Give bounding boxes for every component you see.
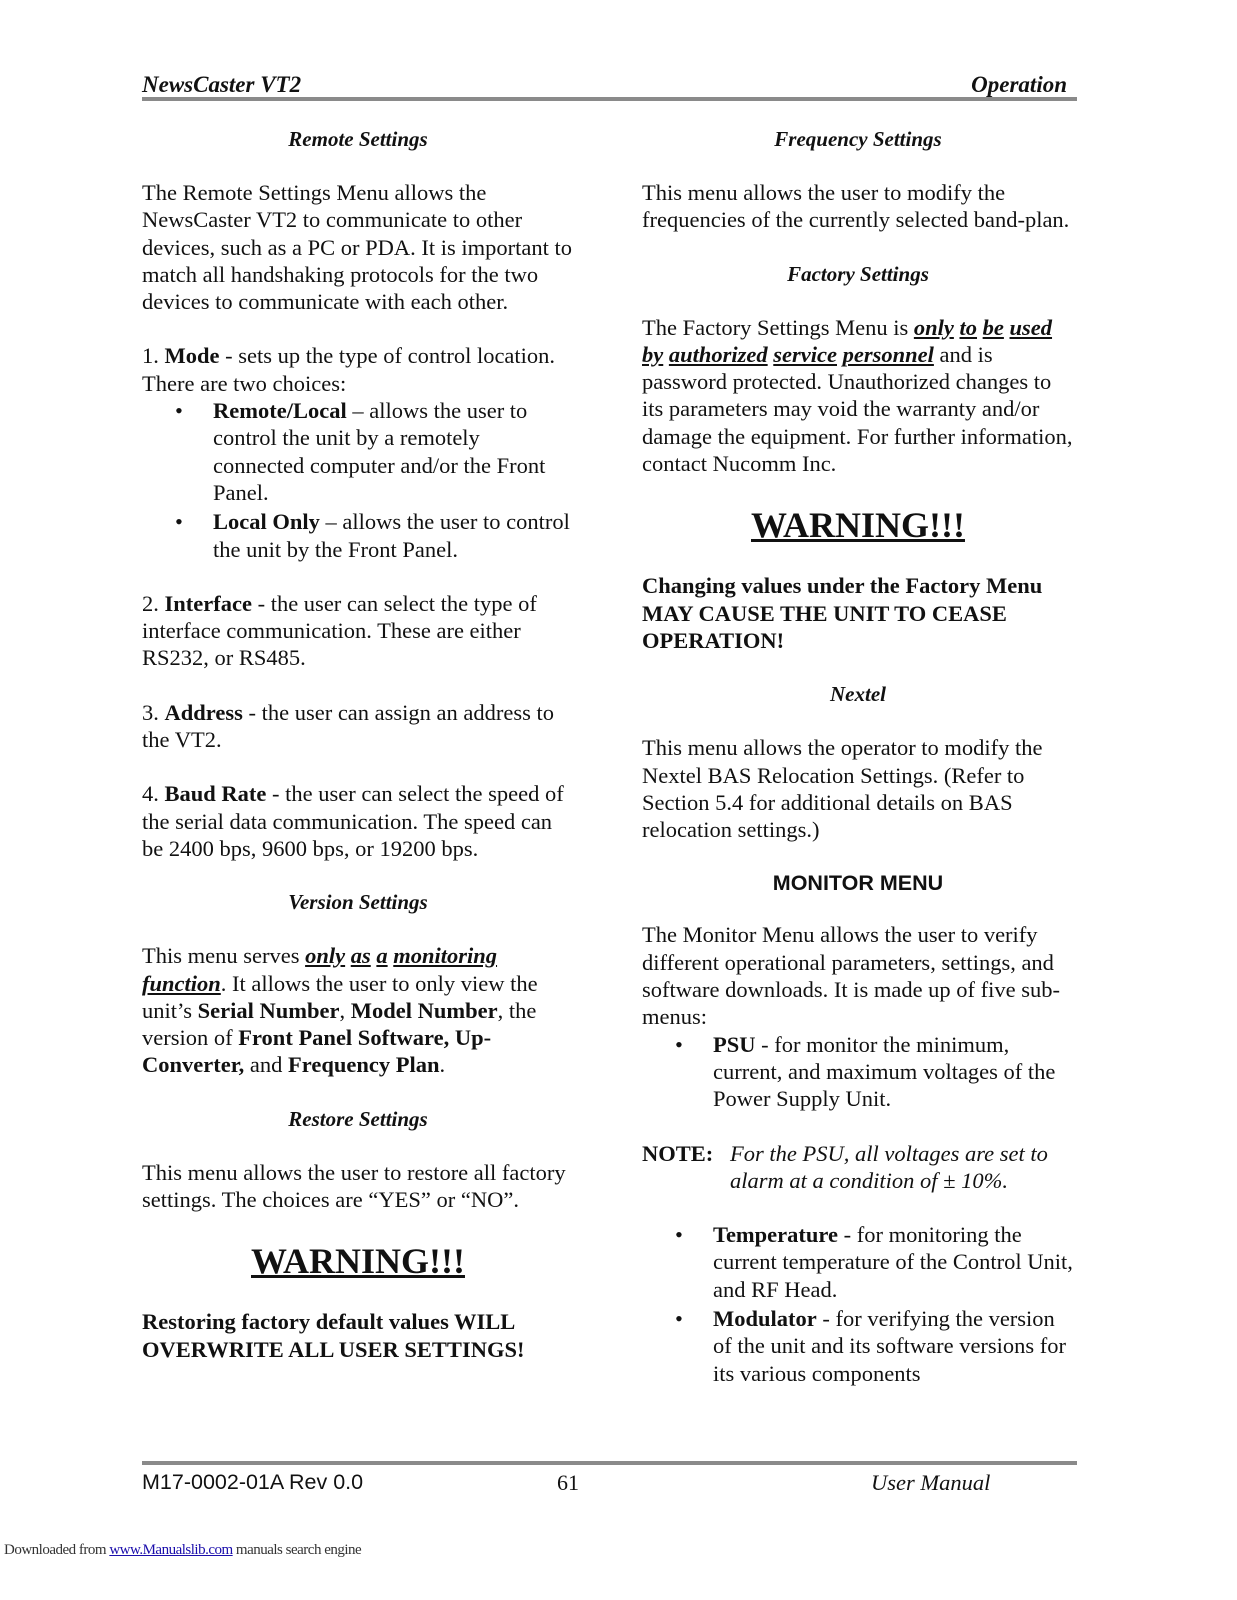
mode-number: 1. — [142, 343, 165, 369]
monitor-menu-heading: MONITOR MENU — [772, 871, 944, 896]
version-paragraph — [142, 942, 574, 1078]
emphasis: by — [642, 341, 664, 367]
version-text: . It allows the user to only view the unit’s — [142, 970, 538, 1023]
bullet-icon: • — [175, 398, 183, 424]
version-settings-heading: Version Settings — [288, 890, 428, 915]
emphasis: personnel — [842, 341, 934, 367]
emphasis: function — [142, 970, 221, 996]
emphasis: be — [982, 314, 1004, 340]
list-item — [175, 397, 574, 506]
nextel-heading: Nextel — [830, 682, 886, 707]
baud-text: - the user can select the speed of the serial data communication. The speed can be 2400 bps, 9600 bps, or 19200 bps. — [142, 781, 564, 861]
interface-paragraph — [142, 590, 574, 672]
address-label: Address — [164, 699, 243, 725]
header-section: Operation — [971, 72, 1067, 97]
version-text: . — [439, 1052, 446, 1078]
header-title: NewsCaster VT2 — [142, 72, 302, 97]
factory-warning-text: Changing values under the Factory Menu MAY CAUSE THE UNIT TO CEASE OPERATION! — [642, 573, 1043, 653]
interface-label: Interface — [164, 590, 252, 616]
frequency-plan-term: Frequency Plan — [288, 1052, 440, 1078]
serial-number-term: Serial Number — [197, 997, 340, 1023]
restore-warning-text: Restoring factory default values WILL OVERWRITE ALL USER SETTINGS! — [142, 1309, 525, 1362]
version-text: This menu serves — [142, 943, 306, 969]
emphasis: service — [773, 341, 837, 367]
list-item-label: Temperature — [713, 1222, 838, 1248]
restore-warning-heading: WARNING!!! — [251, 1241, 465, 1282]
frequency-settings-heading: Frequency Settings — [774, 127, 942, 151]
document-code: M17-0002-01A Rev 0.0 — [142, 1470, 364, 1494]
mode-paragraph — [142, 342, 574, 397]
monitor-items-list — [642, 1221, 1074, 1387]
emphasis: only — [305, 943, 346, 969]
model-number-term: Model Number — [350, 997, 498, 1023]
address-paragraph — [142, 699, 574, 754]
version-text: , the version of — [142, 997, 537, 1051]
list-item-text: - for verifying the version of the unit and its software versions for its various components — [713, 1306, 1067, 1386]
emphasis: only — [913, 314, 954, 340]
emphasis: to — [959, 314, 978, 340]
factory-text: and is password protected. Unauthorized changes to its parameters may void the warranty and/or damage the equipment. For further information, contact Nucomm Inc. — [642, 341, 1073, 477]
frequency-text: This menu allows the user to modify the frequencies of the currently selected band-plan. — [642, 180, 1070, 233]
restore-text: This menu allows the user to restore all factory settings. The choices are “YES” or “NO”. — [142, 1159, 566, 1213]
list-item-label: Remote/Local — [213, 398, 347, 424]
download-prefix: Downloaded from — [4, 1542, 110, 1558]
footer-manual-title: User Manual — [871, 1470, 991, 1495]
page-number: 61 — [557, 1470, 579, 1495]
emphasis: a — [376, 943, 388, 969]
bullet-icon: • — [675, 1031, 683, 1057]
baud-number: 4. — [142, 781, 165, 807]
header-rule — [142, 97, 1077, 101]
list-item-label: Modulator — [713, 1306, 817, 1332]
address-text: - the user can assign an address to the VT2. — [142, 699, 555, 753]
manualslib-link[interactable]: www.Manualslib.com — [109, 1542, 233, 1558]
emphasis: used — [1009, 314, 1053, 340]
remote-settings-heading: Remote Settings — [288, 127, 428, 151]
mode-label: Mode — [164, 343, 220, 369]
list-item — [675, 1031, 1074, 1113]
factory-paragraph — [642, 314, 1074, 478]
interface-text: - the user can select the type of interface communication. These are either RS232, or RS485. — [142, 590, 537, 671]
restore-settings-heading: Restore Settings — [288, 1106, 428, 1131]
bullet-icon: • — [675, 1306, 683, 1332]
left-column — [142, 118, 574, 1390]
list-item-text: – allows the user to control the unit by a remotely connected computer and/or the Front Panel. — [213, 398, 546, 505]
list-item-text: – allows the user to control the unit by the Front Panel. — [213, 509, 570, 562]
version-text: and — [244, 1052, 289, 1078]
right-column — [642, 118, 1074, 1414]
list-item — [675, 1305, 1074, 1387]
download-notice — [4, 1542, 361, 1559]
mode-choices-list — [142, 397, 574, 563]
list-item-label: Local Only — [213, 509, 320, 535]
psu-note — [642, 1140, 1074, 1195]
monitor-intro-text: The Monitor Menu allows the user to verify different operational parameters, settings, and software downloads. It is made up of five sub-menus: — [642, 922, 1061, 1030]
factory-warning-heading: WARNING!!! — [751, 505, 965, 546]
list-item-label: PSU — [713, 1031, 756, 1057]
factory-text: The Factory Settings Menu is — [642, 314, 914, 340]
interface-number: 2. — [142, 590, 165, 616]
nextel-text: This menu allows the operator to modify the Nextel BAS Relocation Settings. (Refer to Section 5.4 for additional details on BAS relocation settings.) — [642, 735, 1043, 843]
list-item-text: - for monitor the minimum, current, and maximum voltages of the Power Supply Unit. — [713, 1031, 1056, 1112]
version-text: , — [339, 997, 351, 1023]
mode-text: - sets up the type of control location. There are two choices: — [142, 343, 556, 396]
emphasis: as — [350, 943, 371, 969]
emphasis: monitoring — [393, 943, 498, 969]
list-item-text: - for monitoring the current temperature of the Control Unit, and RF Head. — [713, 1222, 1073, 1302]
note-text: For the PSU, all voltages are set to alarm at a condition of ± 10%. — [730, 1140, 1048, 1193]
remote-intro-text: The Remote Settings Menu allows the NewsCaster VT2 to communicate to other devices, such as a PC or PDA. It is important to match all handshaking protocols for the two devices to communicate with each other. — [142, 180, 572, 315]
factory-settings-heading: Factory Settings — [787, 261, 929, 286]
baud-label: Baud Rate — [164, 781, 267, 807]
emphasis: authorized — [668, 341, 768, 367]
bullet-icon: • — [675, 1222, 683, 1248]
note-label: NOTE: — [642, 1140, 714, 1166]
download-suffix: manuals search engine — [232, 1542, 362, 1558]
baud-paragraph — [142, 780, 574, 862]
bullet-icon: • — [175, 509, 183, 535]
footer-rule — [142, 1461, 1077, 1465]
address-number: 3. — [142, 699, 165, 725]
list-item — [675, 1221, 1074, 1303]
monitor-psu-list — [642, 1031, 1074, 1113]
list-item — [175, 508, 574, 563]
software-term: Front Panel Software, Up-Converter, — [142, 1025, 492, 1078]
